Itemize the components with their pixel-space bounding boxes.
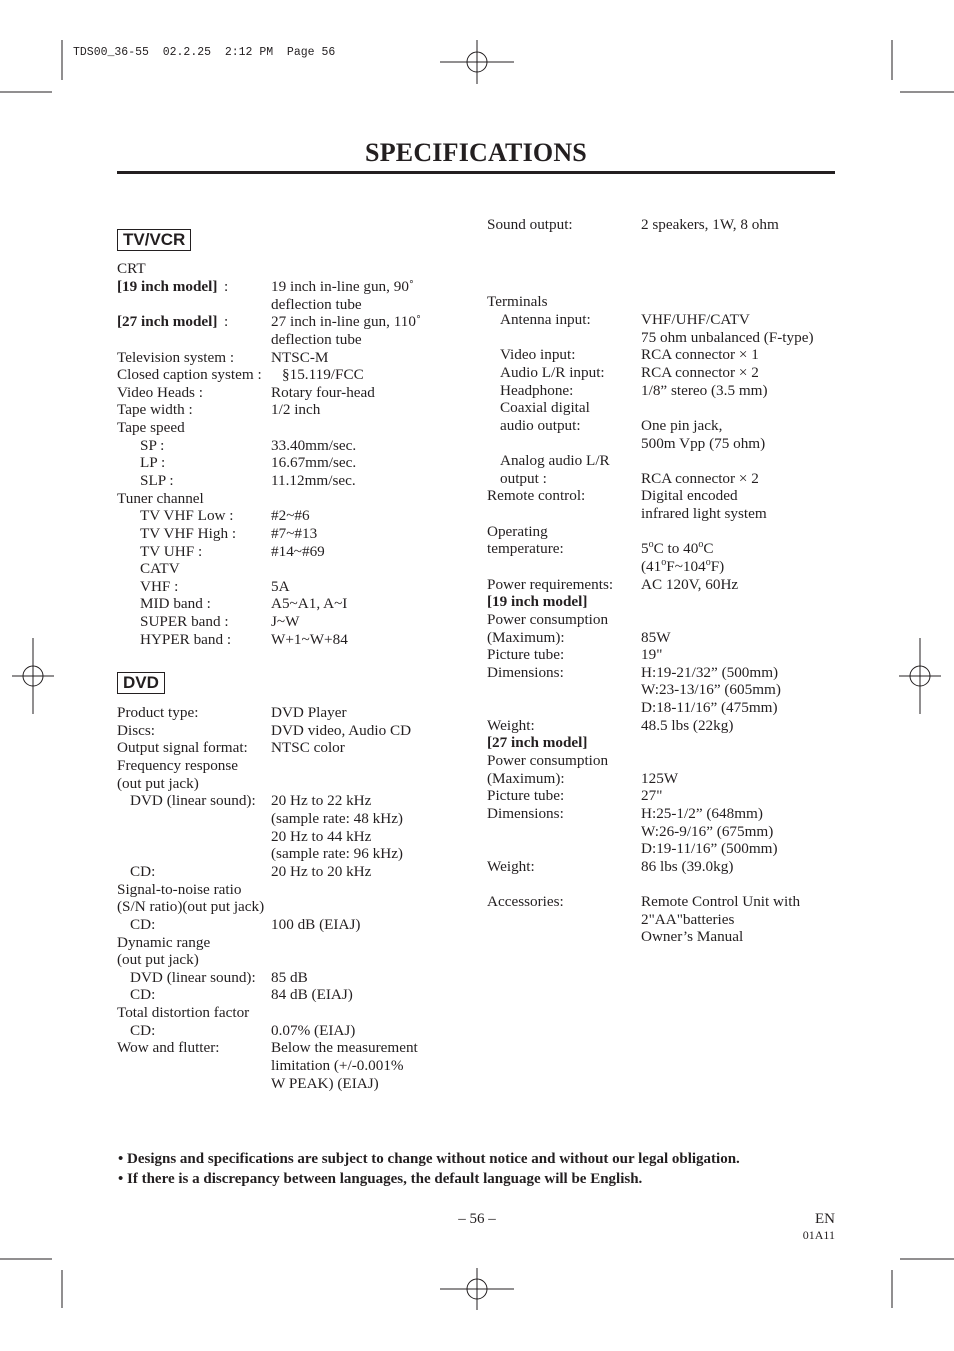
spec-value: 20 Hz to 22 kHz [271, 792, 372, 809]
spec-label: Picture tube: [487, 787, 565, 804]
notes [118, 1149, 740, 1189]
spec-label: Analog audio L/R [500, 452, 610, 469]
spec-value: 5$^o$C to 40$^o$C [641, 538, 714, 557]
spec-label: DVD (linear sound): [130, 792, 256, 809]
spec-label: Power requirements: [487, 576, 614, 593]
spec-value: Remote Control Unit with [641, 893, 801, 910]
spec-label: VHF : [140, 578, 179, 595]
spec-value: NTSC color [271, 739, 345, 756]
registration-mark-left [12, 638, 54, 714]
spec-label: MID band : [140, 595, 211, 612]
spec-label: Sound output: [487, 216, 573, 233]
spec-value: 0.07% (EIAJ) [271, 1022, 356, 1039]
spec-value: 1/2 inch [271, 401, 321, 418]
spec-value: W+1~W+84 [271, 631, 348, 648]
spec-label: Accessories: [487, 893, 564, 910]
spec-value: §15.119/FCC [282, 366, 364, 383]
spec-value: 20 Hz to 20 kHz [271, 863, 372, 880]
spec-label: Remote control: [487, 487, 586, 504]
spec-value: W PEAK) (EIAJ) [271, 1075, 379, 1092]
spec-value: #14~#69 [271, 543, 325, 560]
spec-value: 1/8” stereo (3.5 mm) [641, 382, 768, 399]
spec-label: SP : [140, 437, 165, 454]
spec-value: 20 Hz to 44 kHz [271, 828, 372, 845]
spec-label: Tape speed [117, 419, 185, 436]
spec-value: 48.5 lbs (22kg) [641, 717, 734, 734]
spec-label: Video input: [500, 346, 576, 363]
spec-label: temperature: [487, 540, 564, 557]
spec-label: CD: [130, 863, 156, 880]
spec-label: (Maximum): [487, 629, 565, 646]
dvd-section-label: DVD [117, 672, 165, 694]
spec-value: A5~A1, A~I [271, 595, 348, 612]
spec-value: W:23-13/16” (605mm) [641, 681, 781, 698]
spec-label: Weight: [487, 717, 535, 734]
spec-label: CATV [140, 560, 180, 577]
spec-value: RCA connector × 1 [641, 346, 759, 363]
spec-value: (41$^o$F~104$^o$F) [641, 556, 725, 575]
spec-value: (sample rate: 48 kHz) [271, 810, 403, 827]
spec-label: Product type: [117, 704, 199, 721]
spec-value: 27 inch in-line gun, 110˚ [271, 313, 422, 330]
spec-value: RCA connector × 2 [641, 364, 759, 381]
spec-label: Power consumption [487, 752, 609, 769]
spec-value: J~W [271, 613, 300, 630]
page-number: – 56 – [458, 1211, 496, 1227]
spec-label: CD: [130, 916, 156, 933]
spec-label: CRT [117, 260, 146, 277]
spec-label: TV VHF Low : [140, 507, 234, 524]
tvvcr-section-label: TV/VCR [117, 229, 191, 251]
spec-value: 5A [271, 578, 290, 595]
spec-label: Picture tube: [487, 646, 565, 663]
spec-value: W:26-9/16” (675mm) [641, 823, 774, 840]
registration-mark-top [440, 40, 514, 84]
spec-label: Dimensions: [487, 805, 564, 822]
spec-value: AC 120V, 60Hz [641, 576, 739, 593]
spec-value: Digital encoded [641, 487, 738, 504]
spec-label: Wow and flutter: [117, 1039, 220, 1056]
spec-label: Audio L/R input: [500, 364, 605, 381]
spec-colon: : [224, 278, 229, 295]
spec-value: 2 speakers, 1W, 8 ohm [641, 216, 779, 233]
spec-value: DVD video, Audio CD [271, 722, 412, 739]
spec-value: 125W [641, 770, 679, 787]
spec-label: Television system : [117, 349, 235, 366]
spec-label: SLP : [140, 472, 174, 489]
model-heading: [27 inch model] [487, 734, 588, 751]
spec-value: 19" [641, 646, 663, 663]
registration-mark-right [899, 638, 941, 714]
spec-value: Below the measurement [271, 1039, 418, 1056]
spec-label: Antenna input: [500, 311, 591, 328]
spec-value: 75 ohm unbalanced (F-type) [641, 329, 814, 346]
spec-value: 11.12mm/sec. [271, 472, 356, 489]
spec-value: NTSC-M [271, 349, 329, 366]
spec-label: [19 inch model] [117, 278, 218, 295]
spec-value: #2~#6 [271, 507, 310, 524]
spec-label: (out put jack) [117, 951, 199, 968]
spec-value: (sample rate: 96 kHz) [271, 845, 403, 862]
spec-value: RCA connector × 2 [641, 470, 759, 487]
spec-value: D:18-11/16” (475mm) [641, 699, 778, 716]
spec-label: output : [500, 470, 547, 487]
spec-value: 500m Vpp (75 ohm) [641, 435, 766, 452]
spec-label: Output signal format: [117, 739, 248, 756]
spec-label: TV VHF High : [140, 525, 237, 542]
spec-label: LP : [140, 454, 166, 471]
spec-value: deflection tube [271, 296, 362, 313]
language-code: EN [815, 1211, 835, 1227]
spec-value: limitation (+/-0.001% [271, 1057, 404, 1074]
spec-value: 2"AA"batteries [641, 911, 735, 928]
spec-label: Closed caption system : [117, 366, 262, 383]
spec-label: (Maximum): [487, 770, 565, 787]
spec-value: 86 lbs (39.0kg) [641, 858, 734, 875]
spec-value: deflection tube [271, 331, 362, 348]
spec-label: (S/N ratio)(out put jack) [117, 898, 265, 915]
spec-label: (out put jack) [117, 775, 199, 792]
spec-label: CD: [130, 1022, 156, 1039]
spec-label: SUPER band : [140, 613, 229, 630]
spec-value: H:19-21/32” (500mm) [641, 664, 779, 681]
spec-label: Signal-to-noise ratio [117, 881, 242, 898]
spec-colon: : [224, 313, 229, 330]
spec-label: Operating [487, 523, 548, 540]
spec-label: CD: [130, 986, 156, 1003]
spec-value: #7~#13 [271, 525, 318, 542]
spec-label: Discs: [117, 722, 155, 739]
spec-value: 16.67mm/sec. [271, 454, 357, 471]
spec-value: VHF/UHF/CATV [641, 311, 750, 328]
spec-label: Weight: [487, 858, 535, 875]
spec-label: Coaxial digital [500, 399, 590, 416]
spec-label: [27 inch model] [117, 313, 218, 330]
spec-value: Owner’s Manual [641, 928, 744, 945]
print-stamp: TDS00_36-55 02.2.25 2:12 PM Page 56 [73, 46, 336, 59]
spec-label: Terminals [487, 293, 548, 310]
spec-value: H:25-1/2” (648mm) [641, 805, 763, 822]
spec-label: Video Heads : [117, 384, 203, 401]
spec-label: Total distortion factor [117, 1004, 250, 1021]
spec-label: Dynamic range [117, 934, 211, 951]
document-code: 01A11 [802, 1228, 835, 1242]
spec-label: audio output: [500, 417, 581, 434]
spec-value: D:19-11/16” (500mm) [641, 840, 778, 857]
spec-value: DVD Player [271, 704, 347, 721]
title-rule [117, 171, 835, 174]
spec-label: Dimensions: [487, 664, 564, 681]
spec-label: Tape width : [117, 401, 193, 418]
spec-value: 85 dB [271, 969, 308, 986]
spec-value: 85W [641, 629, 671, 646]
spec-label: Headphone: [500, 382, 574, 399]
spec-value: 100 dB (EIAJ) [271, 916, 361, 933]
spec-value: 33.40mm/sec. [271, 437, 357, 454]
spec-label: Power consumption [487, 611, 609, 628]
spec-label: TV UHF : [140, 543, 203, 560]
note-item: • Designs and specifications are subject to change without notice and without our legal obligation. [118, 1151, 740, 1167]
spec-label: Frequency response [117, 757, 239, 774]
spec-label: DVD (linear sound): [130, 969, 256, 986]
spec-label: Tuner channel [117, 490, 204, 507]
spec-value: 27" [641, 787, 663, 804]
spec-value: 84 dB (EIAJ) [271, 986, 353, 1003]
spec-value: infrared light system [641, 505, 767, 522]
page-title: SPECIFICATIONS [365, 138, 587, 167]
registration-mark-bottom [440, 1268, 514, 1310]
spec-value: Rotary four-head [271, 384, 375, 401]
spec-value: 19 inch in-line gun, 90˚ [271, 278, 414, 295]
spec-value: One pin jack, [641, 417, 723, 434]
spec-label: HYPER band : [140, 631, 232, 648]
note-item: • If there is a discrepancy between languages, the default language will be English. [118, 1171, 643, 1187]
model-heading: [19 inch model] [487, 593, 588, 610]
